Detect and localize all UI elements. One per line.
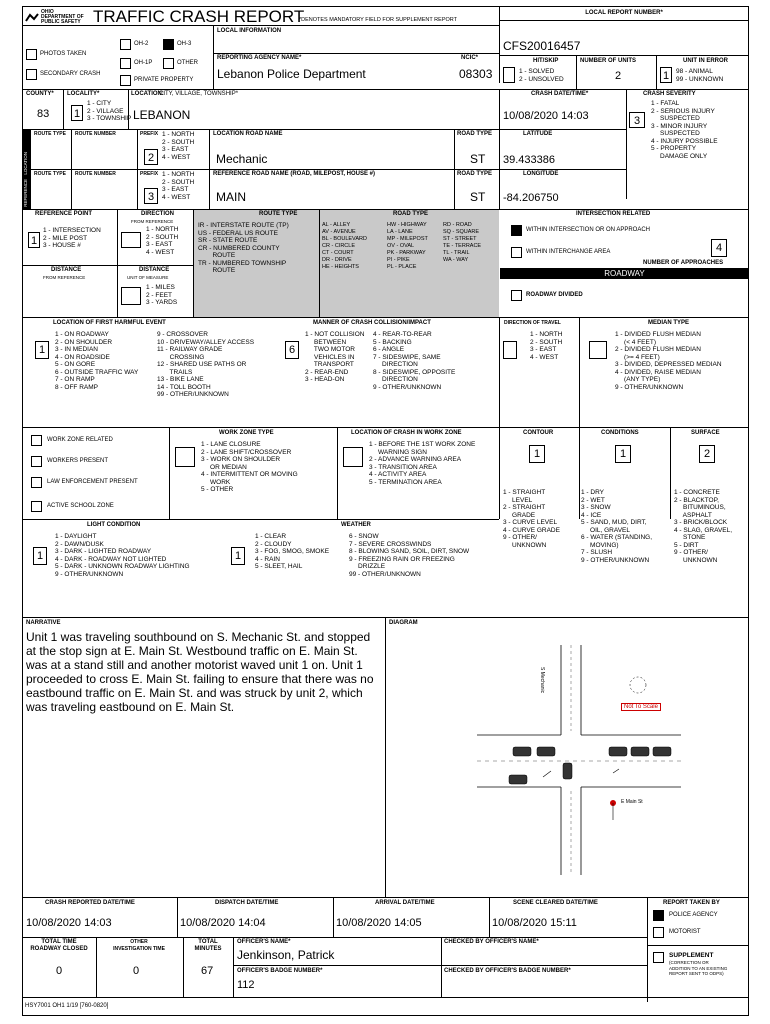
distance-unit-box[interactable] [121, 287, 141, 305]
county-code: 83 [37, 108, 50, 120]
oh2-checkbox[interactable] [120, 39, 131, 50]
agency-name: Lebanon Police Department [217, 67, 366, 81]
local-info-label: LOCAL INFORMATION [217, 28, 282, 34]
scene-cleared-datetime: 10/08/2020 15:11 [492, 917, 577, 929]
other-checkbox[interactable] [163, 58, 174, 69]
interchange-area-checkbox[interactable] [511, 247, 522, 258]
conditions-box[interactable]: 1 [615, 445, 631, 463]
within-intersection-checkbox[interactable] [511, 225, 522, 236]
hit-skip-box[interactable] [503, 67, 515, 83]
other-investigation-time: 0 [133, 965, 140, 977]
odps-logo [25, 10, 39, 20]
reference-point-box[interactable]: 1 [28, 232, 40, 248]
oh3-checkbox[interactable] [163, 39, 174, 50]
private-property-checkbox[interactable] [120, 75, 131, 86]
secondary-crash-checkbox[interactable] [26, 69, 37, 80]
law-enforcement-present-checkbox[interactable] [31, 477, 42, 488]
number-of-approaches[interactable]: 4 [711, 239, 727, 257]
dispatch-datetime: 10/08/2020 14:04 [180, 917, 266, 929]
reference-road-name: MAIN [216, 190, 246, 204]
direction-of-travel-box[interactable] [503, 341, 517, 359]
reference-prefix[interactable]: 3 [144, 188, 158, 204]
local-report-number: CFS20016457 [503, 39, 581, 53]
supplement-checkbox[interactable] [653, 952, 664, 963]
photos-taken-checkbox[interactable] [26, 49, 37, 60]
location-city: LEBANON [133, 108, 191, 122]
crash-severity[interactable]: 3 [629, 112, 645, 128]
work-zone-type-box[interactable] [175, 447, 195, 467]
location-road-name: Mechanic [216, 152, 268, 166]
street-label-main: E Main St [621, 799, 643, 805]
ncic-code: 08303 [459, 67, 493, 81]
officer-name: Jenkinson, Patrick [237, 948, 335, 962]
narrative-text: Unit 1 was traveling southbound on S. Mechanic St. and stopped at the stop sign at E. Main St. Westbound traffic on E. Main St. was at a stand still and another motorist waved unit 1 on. Unit 1 proceeded to cross E. Main St. failing to ensure that there was no eastbound traffic on E. Main St. and was struck by unit 2, which was traveling eastbound on E. Main St. [26, 630, 374, 714]
street-label-mechanic: S Mechanic [539, 667, 545, 694]
arrival-datetime: 10/08/2020 14:05 [336, 917, 422, 929]
workers-present-checkbox[interactable] [31, 456, 42, 467]
longitude: -84.206750 [503, 192, 559, 204]
police-agency-checkbox[interactable] [653, 910, 664, 921]
number-of-units: 2 [615, 70, 622, 82]
form-id: HSY7001 OH1 1/19 [760-0820] [25, 1003, 109, 1009]
not-to-scale-label: Not To Scale [621, 703, 661, 711]
harmful-event-box[interactable]: 1 [35, 341, 49, 359]
contour-box[interactable]: 1 [529, 445, 545, 463]
roadway-divided-checkbox[interactable] [511, 290, 522, 301]
motorist-checkbox[interactable] [653, 927, 664, 938]
unit-in-error[interactable]: 1 [660, 67, 672, 83]
officer-badge-number: 112 [237, 979, 255, 991]
crash-diagram [443, 635, 681, 895]
active-school-zone-checkbox[interactable] [31, 501, 42, 512]
surface-box[interactable]: 2 [699, 445, 715, 463]
mandatory-note: *DENOTES MANDATORY FIELD FOR SUPPLEMENT REPORT [299, 17, 458, 23]
median-type-box[interactable] [589, 341, 607, 359]
location-road-type: ST [470, 152, 486, 166]
dept-name: OHIO DEPARTMENT OF PUBLIC SAFETY [41, 9, 84, 25]
work-zone-location-box[interactable] [343, 447, 363, 467]
direction-box[interactable] [121, 232, 141, 248]
location-prefix[interactable]: 2 [144, 149, 158, 165]
roadway-banner: ROADWAY [604, 269, 645, 278]
weather-box[interactable]: 1 [231, 547, 245, 565]
total-time-roadway-closed: 0 [56, 965, 63, 977]
form-title: TRAFFIC CRASH REPORT [93, 7, 305, 26]
crash-reported-datetime: 10/08/2020 14:03 [26, 917, 112, 929]
total-minutes: 67 [201, 965, 214, 977]
reference-side-label: REFERENCE [23, 179, 28, 207]
crash-report-form: OHIO DEPARTMENT OF PUBLIC SAFETY TRAFFIC CRASH REPORT *DENOTES MANDATORY FIELD FOR SUPPLEMENT REPORT LOCAL REPORT NUMBER* CFS20016457 PHOTOS TAKEN OH-2 OH-3 OH-1P OTHER SECONDARY CRASH PRIVATE PROPERTY LOCAL INFORMATION REPORTING AGENCY NAME* NCIC* Lebanon Police Department 08303 HIT/SKIP 1 - SOLVED 2 - UNSOLVED NUMBER OF UNITS 2 UNIT IN ERROR 1 98 - ANIMAL 99 - UNKNOWN COUNTY* 83 LOCALITY* 1 1 - CITY 2 - VILLAGE 3 - TOWNSHIP LOCATION: CITY, VILLAGE, TOWNSHIP* LEBANON CRASH DATE/TIME* 10/08/2020 14:03 CRASH SEVERITY 3 1 - FATAL 2 - SERIOUS INJURY SUSPECTED 3 - MINOR INJURY SUSPECTED 4 - INJURY POSSIBLE 5 - PROPERTY DAMAGE ONLY LOCATION REFERENCE ROUTE TYPE ROUTE NUMBER PREFIX 1 - NORTH 2 - SOUTH 3 - EAST 4 - WEST 2 LOCATION ROAD NAME Mechanic ROAD TYPE ST LATITUDE 39.433386 ROUTE TYPE ROUTE NUMBER PREFIX 1 - NORTH 2 - SOUTH 3 - EAST 4 - WEST 3 REFERENCE ROAD NAME (ROAD, MILEPOST, HOUSE #) ROAD TYPE MAIN ST LONGITUDE -84.206750 REFERENCE POINT 1 1 - INTERSECTION 2 - MILE POST 3 - HOUSE # DIRECTION FROM REFERENCE 1 - NORTH 2 - SOUTH 3 - EAST 4 - WEST DISTANCE FROM REFERENCE DISTANCE UNIT OF MEASURE 1 - MILES 2 - FEET 3 - YARDS ROUTE TYPE IR - INTERSTATE ROUTE (TP) US - FEDERAL US ROUTE SR - STATE ROUTE CR - NUMBERED COUNTY ROUTE TR - NUMBERED TOWNSHIP ROUTE ROAD TYPE AL - ALLEY AV - AVENUE BL - BOULEVARD CR - CIRCLE CT - COURT DR - DRIVE HE - HEIGHTS HW - HIGHWAY LA - LANE MP - MILEPOST OV - OVAL PK - PARKWAY PI - PIKE PL - PLACE RD - ROAD SQ - SQUARE ST - STREET TE - TERRACE TL - TRAIL WA - WAY INTERSECTION RELATED WITHIN INTERSECTION OR ON APPROACH WITHIN INTERCHANGE AREA 4 NUMBER OF APPROACHES ROADWAY ROADWAY DIVIDED LOCATION OF FIRST HARMFUL EVENT 1 1 - ON ROADWAY 2 - ON SHOULDER 3 - IN MEDIAN 4 - ON ROADSIDE 5 - ON GORE 6 - OUTSIDE TRAFFIC WAY 7 - ON RAMP 8 - OFF RAMP 9 - CROSSOVER 10 - DRIVEWAY/ALLEY ACCESS 11 - RAILWAY GRADE CROSSING 12 - SHARED USE PATHS OR TRAILS 13 - BIKE LANE 14 - TOLL BOOTH 99 - OTHER/UNKNOWN MANNER OF CRASH COLLISION/IMPACT 6 1 - NOT COLLISION BETWEEN TWO MOTOR VEHICLES IN TRANSPORT 2 - REAR-END 3 - HEAD-ON 4 - REAR-TO-REAR 5 - BACKING 6 - ANGLE 7 - SIDESWIPE, SAME DIRECTION 8 - SIDESWIPE, OPPOSITE DIRECTION 9 - OTHER/UNKNOWN DIRECTION OF TRAVEL 1 - NORTH 2 - SOUTH 3 - EAST 4 - WEST MEDIAN TYPE 1 - DIVIDED FLUSH MEDIAN (< 4 FEET) 2 - DIVIDED FLUSH MEDIAN (>= 4 FEET) 3 - DIVIDED, DEPRESSED MEDIAN 4 - DIVIDED, RAISE MEDIAN (ANY TYPE) 9 - OTHER/UNKNOWN WORK ZONE RELATED WORKERS PRESENT LAW ENFORCEMENT PRESENT ACTIVE SCHOOL ZONE WORK ZONE TYPE 1 - LANE CLOSURE 2 - LANE SHIFT/CROSSOVER 3 - WORK ON SHOULDER OR MEDIAN 4 - INTERMITTENT OR MOVING WORK 5 - OTHER LOCATION OF CRASH IN WORK ZONE 1 - BEFORE THE 1ST WORK ZONE WARNING SIGN 2 - ADVANCE WARNING AREA 3 - TRANSITION AREA 4 - ACTIVITY AREA 5 - TERMINATION AREA CONTOUR 1 1 - STRAIGHT LEVEL 2 - STRAIGHT GRADE 3 - CURVE LEVEL 4 - CURVE GRADE 9 - OTHER/ UNKNOWN CONDITIONS 1 1 - DRY 2 - WET 3 - SNOW 4 - ICE 5 - SAND, MUD, DIRT, OIL, GRAVEL 6 - WATER (STANDING, MOVING) 7 - SLUSH 9 - OTHER/UNKNOWN SURFACE 2 1 - CONCRETE 2 - BLACKTOP, BITUMINOUS, ASPHALT 3 - BRICK/BLOCK 4 - SLAG, GRAVEL, STONE 5 - DIRT 9 - OTHER/ UNKNOWN LIGHT CONDITION 1 1 - DAYLIGHT 2 - DAWN/DUSK 3 - DARK - LIGHTED ROADWAY 4 - DARK - ROADWAY NOT LIGHTED 5 - DARK - UNKNOWN ROADWAY LIGHTING 9 - OTHER/UNKNOWN WEATHER 1 1 - CLEAR 2 - CLOUDY 3 - FOG, SMOG, SMOKE 4 - RAIN 5 - SLEET, HAIL 6 - SNOW 7 - SEVERE CROSSWINDS 8 - BLOWING SAND, SOIL, DIRT, SNOW 9 - FREEZING RAIN OR FREEZING DRIZZLE 99 - OTHER/UNKNOWN NARRATIVE Unit 1 was traveling southbound on S. Mechanic St. and stopped at the stop sign at E. Main St. Westbound traffic on E. Main St. was at a stand still and another motorist waved unit 1 on. Unit 1 proceeded to cross E. Main St. failing to ensure that there was no eastbound traffic on E. Main St. and was struck by unit 2, which was traveling eastbound on E. Main St. DIAGRAM S Mechanic Not To Scale E Main St CRASH REPORTED DATE/TIME 10/08/2020 14:03 DISPATCH DATE/TIME 10/08/2020 14:04 ARRIVAL DATE/TIME 10/08/2020 14:05 SCENE CLEARED DATE/TIME 10/08/2020 15:11 REPORT TAKEN BY POLICE AGENCY MOTORIST TOTAL TIME ROADWAY CLOSED 0 OTHER INVESTIGATION TIME 0 TOTAL MINUTES 67 OFFICER'S NAME* Jenkinson, Patrick CHECKED BY OFFICER'S NAME* OFFICER'S BADGE NUMBER* 112 CHECKED BY OFFICER'S BADGE NUMBER* SUPPLEMENT (CORRECTION OR ADDITION TO AN EXISTING REPORT SENT TO ODPS) HSY7001 OH1 1/19 [760-0820] [22, 6, 749, 1016]
work-zone-related-checkbox[interactable] [31, 435, 42, 446]
manner-of-crash-box[interactable]: 6 [285, 341, 299, 359]
local-report-label: LOCAL REPORT NUMBER* [585, 10, 663, 16]
reference-road-type: ST [470, 190, 486, 204]
light-condition-box[interactable]: 1 [33, 547, 47, 565]
oh1p-checkbox[interactable] [120, 58, 131, 69]
locality-box[interactable]: 1 [71, 105, 83, 121]
latitude: 39.433386 [503, 154, 555, 166]
crash-datetime: 10/08/2020 14:03 [503, 110, 589, 122]
location-side-label: LOCATION [23, 152, 28, 175]
